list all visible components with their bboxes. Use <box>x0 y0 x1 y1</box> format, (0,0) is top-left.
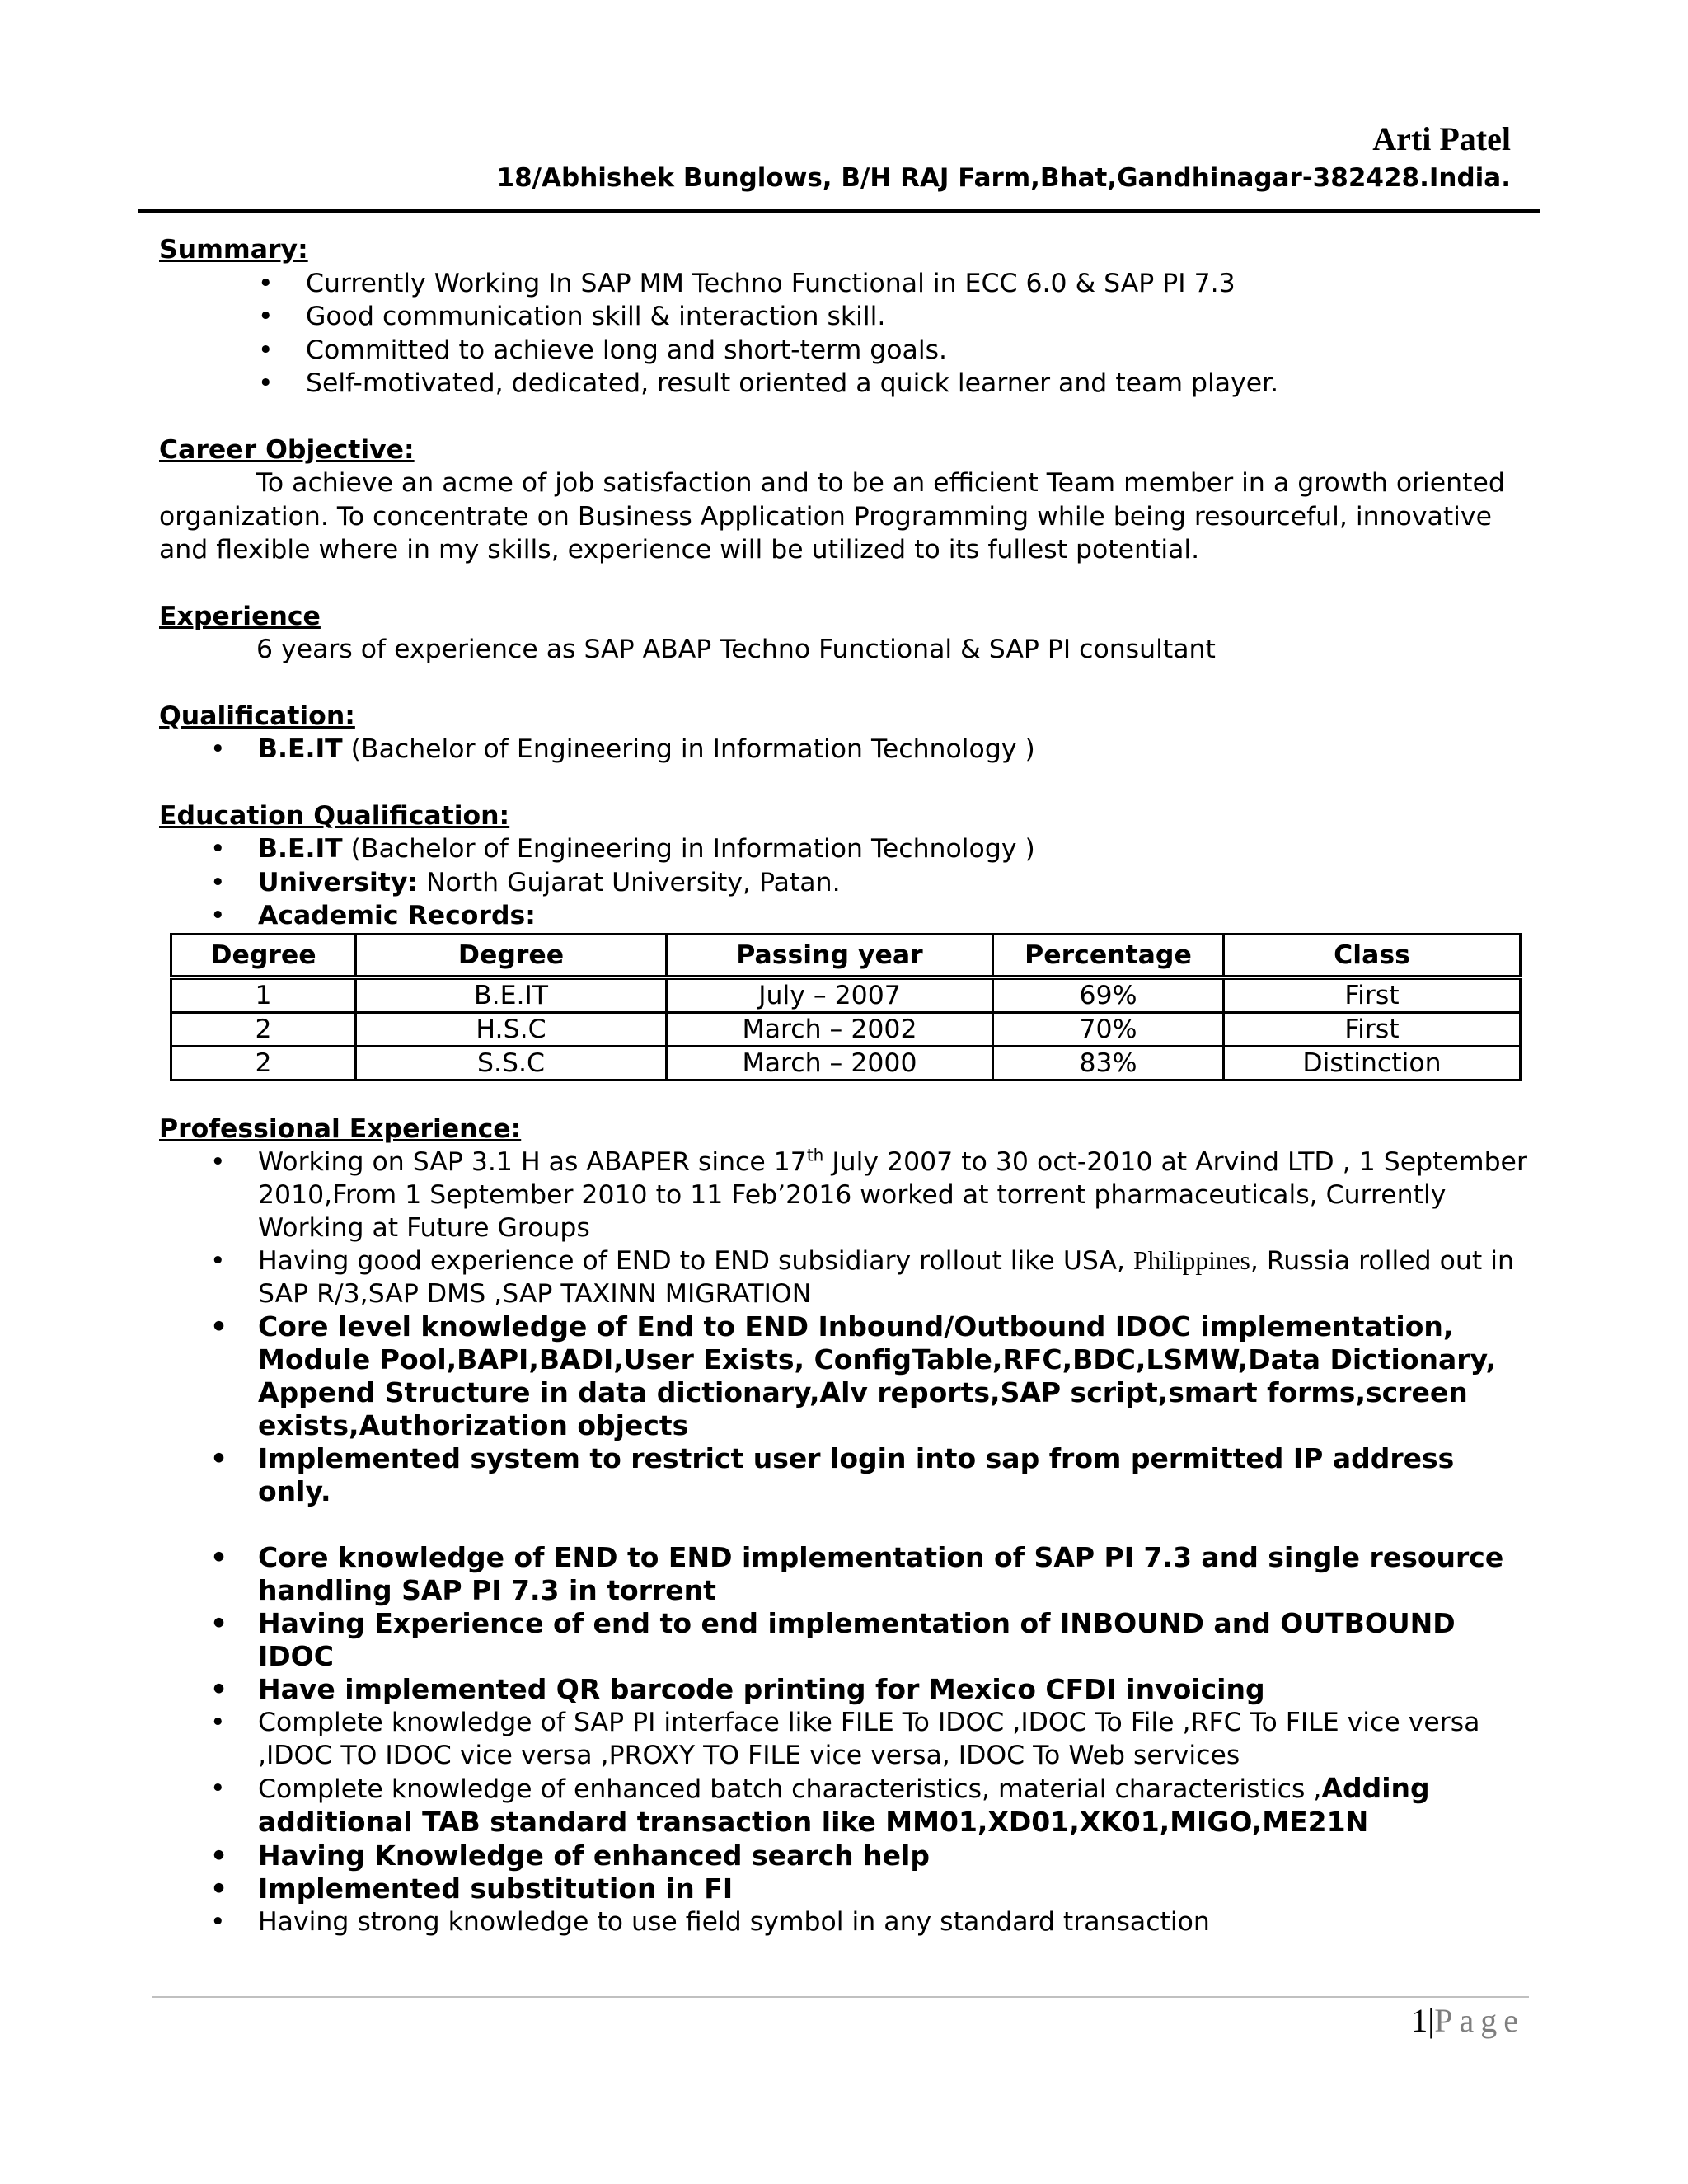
table-cell: S.S.C <box>356 1046 667 1080</box>
table-cell: First <box>1224 977 1521 1013</box>
qualification-degree: B.E.IT <box>258 734 343 764</box>
experience-text: 6 years of experience as SAP ABAP Techno Functional & SAP PI consultant <box>256 635 1216 664</box>
experience-item <box>159 1772 1527 1840</box>
summary-item <box>159 267 1527 301</box>
table-cell: 2 <box>171 1046 356 1080</box>
bullet-icon: • <box>258 335 274 365</box>
experience-item <box>159 1310 1527 1442</box>
bullet-icon: • <box>210 1907 226 1937</box>
bullet-icon: • <box>258 268 274 298</box>
education-degree: B.E.IT <box>258 834 343 864</box>
column-header: Degree <box>356 934 667 977</box>
experience-text: Having Experience of end to end implementation of INBOUND and OUTBOUND IDOC <box>258 1607 1456 1672</box>
table-cell: 69% <box>993 977 1224 1013</box>
experience-text: Core knowledge of END to END implementation of SAP PI 7.3 and single resource handling SAP PI 7.3 in torrent <box>258 1541 1504 1606</box>
table-cell: 83% <box>993 1046 1224 1080</box>
bullet-icon: • <box>210 1442 228 1474</box>
spacer <box>159 1508 1527 1541</box>
career-objective-heading: Career Objective: <box>159 434 415 465</box>
experience-item <box>159 1840 1527 1872</box>
table-cell: July – 2007 <box>667 977 993 1013</box>
bullet-icon: • <box>210 1673 228 1705</box>
table-cell: March – 2000 <box>667 1046 993 1080</box>
experience-text: Having Knowledge of enhanced search help <box>258 1840 930 1872</box>
experience-text: Complete knowledge of SAP PI interface like FILE To IDOC ,IDOC To File ,RFC To FILE vice versa ,IDOC TO IDOC vice versa ,PROXY TO FILE vice versa, IDOC To Web services <box>258 1708 1480 1770</box>
page-footer <box>1411 2001 1525 2040</box>
experience-text: Core level knowledge of End to END Inbound/Outbound IDOC implementation, Module Pool,BAPI,BADI,User Exists, ConfigTable,RFC,BDC,LSMW,Data Dictionary, Append Structure in data dictionary,Alv reports,SAP script,smart forms,screen exists,Authorization objects <box>258 1310 1497 1441</box>
column-header: Degree <box>171 934 356 977</box>
experience-item <box>159 1872 1527 1905</box>
bullet-icon: • <box>210 867 226 898</box>
experience-item <box>159 1442 1527 1508</box>
summary-item-text: Committed to achieve long and short-term goals. <box>306 335 948 365</box>
table-cell: Distinction <box>1224 1046 1521 1080</box>
experience-item <box>159 1146 1527 1244</box>
table-cell: First <box>1224 1012 1521 1046</box>
bullet-icon: • <box>210 1246 226 1276</box>
table-cell: 2 <box>171 1012 356 1046</box>
experience-text: Implemented system to restrict user login into sap from permitted IP address only. <box>258 1442 1455 1507</box>
table-cell: 1 <box>171 977 356 1013</box>
resume-content <box>159 233 1527 1938</box>
career-objective-text: To achieve an acme of job satisfaction and to be an efficient Team member in a growth oriented organization. To concentrate on Business Application Programming while being resourceful, innovative and flexible where in my skills, experience will be utilized to its fullest potential. <box>159 468 1505 565</box>
column-header: Percentage <box>993 934 1224 977</box>
summary-item <box>159 300 1527 334</box>
summary-item <box>159 367 1527 401</box>
summary-list <box>159 267 1527 401</box>
qualification-item <box>159 733 1527 766</box>
column-header: Passing year <box>667 934 993 977</box>
education-item <box>159 866 1527 900</box>
bullet-icon: • <box>210 1872 228 1905</box>
experience-text: Having strong knowledge to use field symbol in any standard transaction <box>258 1907 1210 1937</box>
qualification-list <box>159 733 1527 766</box>
table-row <box>171 1012 1521 1046</box>
education-item <box>159 899 1527 933</box>
page-label: Page <box>1434 2002 1525 2039</box>
education-item <box>159 832 1527 866</box>
bullet-icon: • <box>210 1541 228 1573</box>
academic-records-table <box>170 933 1522 1081</box>
experience-text: Having good experience of END to END subsidiary rollout like USA, <box>258 1246 1134 1276</box>
page-separator: | <box>1428 2002 1435 2039</box>
ordinal-suffix: th <box>806 1145 824 1165</box>
experience-item <box>159 1607 1527 1673</box>
bullet-icon: • <box>210 734 226 764</box>
education-list <box>159 832 1527 933</box>
bullet-icon: • <box>210 901 226 930</box>
experience-item <box>159 1706 1527 1772</box>
professional-experience-list <box>159 1146 1527 1938</box>
education-heading: Education Qualification: <box>159 800 510 831</box>
experience-item <box>159 1905 1527 1938</box>
summary-item-text: Good communication skill & interaction skill. <box>306 302 886 331</box>
academic-records-label: Academic Records: <box>258 901 536 930</box>
bullet-icon: • <box>210 1147 226 1177</box>
candidate-address: 18/Abhishek Bunglows, B/H RAJ Farm,Bhat,Gandhinagar-382428.India. <box>496 163 1511 193</box>
qualification-heading: Qualification: <box>159 701 355 731</box>
experience-text: Implemented substitution in FI <box>258 1872 734 1905</box>
bullet-icon: • <box>210 1310 228 1343</box>
experience-text: July 2007 to 30 oct-2010 at Arvind LTD , 1 September 2010,From 1 September 2010 to 11 Feb’2016 worked at torrent pharmaceuticals, Currently Working at Future Groups <box>258 1147 1527 1243</box>
professional-experience-heading: Professional Experience: <box>159 1113 522 1144</box>
experience-item <box>159 1541 1527 1607</box>
bullet-icon: • <box>210 834 226 864</box>
experience-text-bold: Adding additional TAB standard transaction like MM01,XD01,XK01,MIGO,ME21N <box>258 1772 1430 1838</box>
footer-divider <box>152 1996 1529 1998</box>
summary-item-text: Self-motivated, dedicated, result oriented a quick learner and team player. <box>306 368 1279 398</box>
summary-heading: Summary: <box>159 235 308 265</box>
table-row <box>171 977 1521 1013</box>
summary-item-text: Currently Working In SAP MM Techno Functional in ECC 6.0 & SAP PI 7.3 <box>306 268 1236 298</box>
experience-item <box>159 1673 1527 1706</box>
university-value: North Gujarat University, Patan. <box>417 867 841 898</box>
country-text: Philippines <box>1133 1246 1250 1275</box>
experience-text: Complete knowledge of enhanced batch characteristics, material characteristics , <box>258 1774 1322 1804</box>
table-cell: H.S.C <box>356 1012 667 1046</box>
bullet-icon: • <box>210 1708 226 1737</box>
experience-text: Have implemented QR barcode printing for Mexico CFDI invoicing <box>258 1673 1265 1705</box>
page-number: 1 <box>1411 2002 1428 2039</box>
summary-item <box>159 334 1527 368</box>
candidate-name: Arti Patel <box>1372 120 1511 157</box>
bullet-icon: • <box>210 1607 228 1639</box>
column-header: Class <box>1224 934 1521 977</box>
experience-text: Working on SAP 3.1 H as ABAPER since 17 <box>258 1147 807 1177</box>
experience-item <box>159 1244 1527 1310</box>
bullet-icon: • <box>210 1774 226 1803</box>
experience-text: , Russia rolled out in SAP R/3,SAP DMS ,SAP TAXINN MIGRATION <box>258 1246 1514 1309</box>
table-cell: 70% <box>993 1012 1224 1046</box>
header-divider <box>138 209 1540 213</box>
bullet-icon: • <box>210 1840 228 1872</box>
table-cell: March – 2002 <box>667 1012 993 1046</box>
experience-heading: Experience <box>159 601 321 631</box>
education-degree-desc: (Bachelor of Engineering in Information Technology ) <box>342 834 1035 864</box>
bullet-icon: • <box>258 302 274 331</box>
table-row <box>171 1046 1521 1080</box>
table-cell: B.E.IT <box>356 977 667 1013</box>
table-header-row <box>171 934 1521 977</box>
university-label: University: <box>258 867 418 898</box>
bullet-icon: • <box>258 368 274 398</box>
qualification-desc: (Bachelor of Engineering in Information Technology ) <box>342 734 1035 764</box>
